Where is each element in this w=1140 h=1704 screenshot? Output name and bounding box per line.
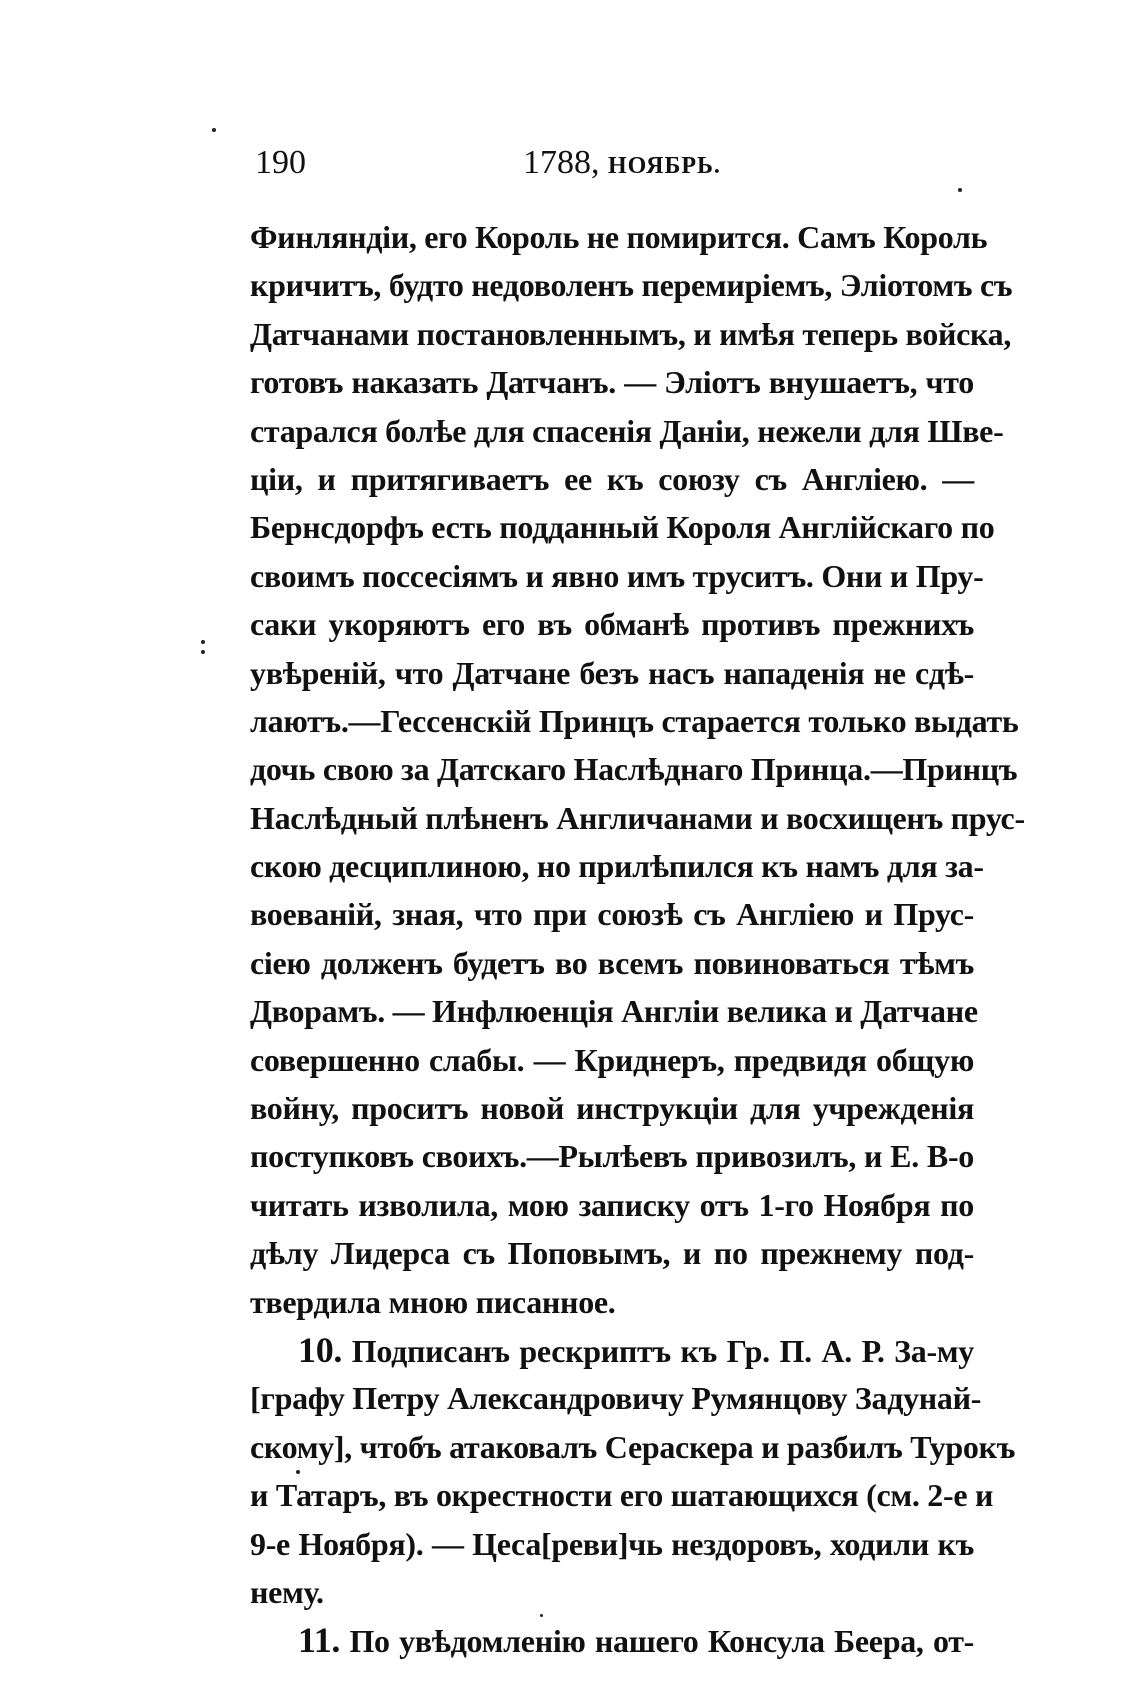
text-line: саки укоряютъ его въ обманѣ противъ прежнихъ: [250, 606, 974, 643]
text-line: воеваній, зная, что при союзѣ съ Англіею и Прус-: [250, 896, 974, 933]
text-line: старался болѣе для спасенія Даніи, нежели для Шве-: [250, 412, 1004, 449]
text-line: Дворамъ. — Инфлюенція Англіи велика и Датчане: [250, 993, 978, 1030]
text-line: своимъ поссесіямъ и явно имъ труситъ. Они и Пру-: [250, 557, 984, 594]
text-line: Бернсдорфъ есть подданный Короля Англійскаго по: [250, 509, 995, 546]
header-month: НОЯБРЬ.: [608, 153, 721, 179]
entry-11-first-line: [250, 1616, 974, 1664]
print-speck: [958, 188, 962, 192]
print-speck: [296, 1470, 300, 1474]
text-line: кричитъ, будто недоволенъ перемиріемъ, Эліотомъ съ: [250, 267, 1013, 304]
text-line: совершенно слабы. — Криднеръ, предвидя общую: [250, 1041, 974, 1078]
page-number: 190: [255, 144, 306, 181]
print-speck: [201, 640, 205, 644]
text-line: [графу Петру Александровичу Румянцову Задунай-: [250, 1380, 982, 1417]
text-line: скою десциплиною, но прилѣпился къ намъ для за-: [250, 848, 984, 885]
entry-text: По увѣдомленію нашего Консула Беера, от-: [349, 1623, 974, 1660]
print-speck: [201, 650, 205, 654]
entry-10-first-line: [250, 1326, 974, 1374]
text-line: скому], чтобъ атаковалъ Сераскера и разбилъ Турокъ: [250, 1428, 1016, 1465]
text-line: твердила мною писанное.: [250, 1283, 616, 1320]
entry-number: 10.: [298, 1329, 343, 1370]
entry-number: 11.: [298, 1620, 341, 1661]
text-line: Финляндіи, его Король не помирится. Самъ Король: [250, 219, 988, 255]
text-line: готовъ наказать Датчанъ. — Эліотъ внушаетъ, что: [250, 364, 974, 401]
text-line: войну, проситъ новой инструкціи для учрежденія: [250, 1090, 974, 1127]
text-line: поступковъ своихъ.—Рылѣевъ привозилъ, и Е. В-о: [250, 1138, 974, 1175]
text-line: нему.: [250, 1573, 324, 1610]
text-line: ціи, и притягиваетъ ее къ союзу съ Англіею. —: [250, 460, 974, 497]
text-line: увѣреній, что Датчане безъ насъ нападенія не сдѣ-: [250, 654, 974, 691]
text-line: читать изволила, мою записку отъ 1-го Ноября по: [250, 1186, 974, 1223]
print-speck: [212, 128, 216, 132]
text-line: сіею долженъ будетъ во всемъ повиноваться тѣмъ: [250, 944, 974, 981]
header-year: 1788,: [523, 144, 600, 181]
text-line: 9-е Ноября). — Цеса[реви]чь нездоровъ, ходили къ: [250, 1525, 974, 1562]
text-line: Датчанами постановленнымъ, и имѣя теперь войска,: [250, 315, 1012, 352]
body-text: [250, 213, 1025, 1665]
entry-text: Подписанъ рескриптъ къ Гр. П. А. Р. За-му: [351, 1332, 975, 1369]
print-speck: [540, 1614, 543, 1617]
text-line: лаютъ.—Гессенскій Принцъ старается только выдать: [250, 702, 1019, 739]
text-line: и Татаръ, въ окрестности его шатающихся (см. 2-е и: [250, 1477, 994, 1514]
text-line: дочь свою за Датскаго Наслѣднаго Принца.—Принцъ: [250, 751, 1018, 788]
text-line: Наслѣдный плѣненъ Англичанами и восхищенъ прус-: [250, 799, 1025, 836]
page-header: [255, 140, 975, 186]
running-head: [523, 140, 721, 189]
text-line: дѣлу Лидерса съ Поповымъ, и по прежнему под-: [250, 1235, 974, 1272]
